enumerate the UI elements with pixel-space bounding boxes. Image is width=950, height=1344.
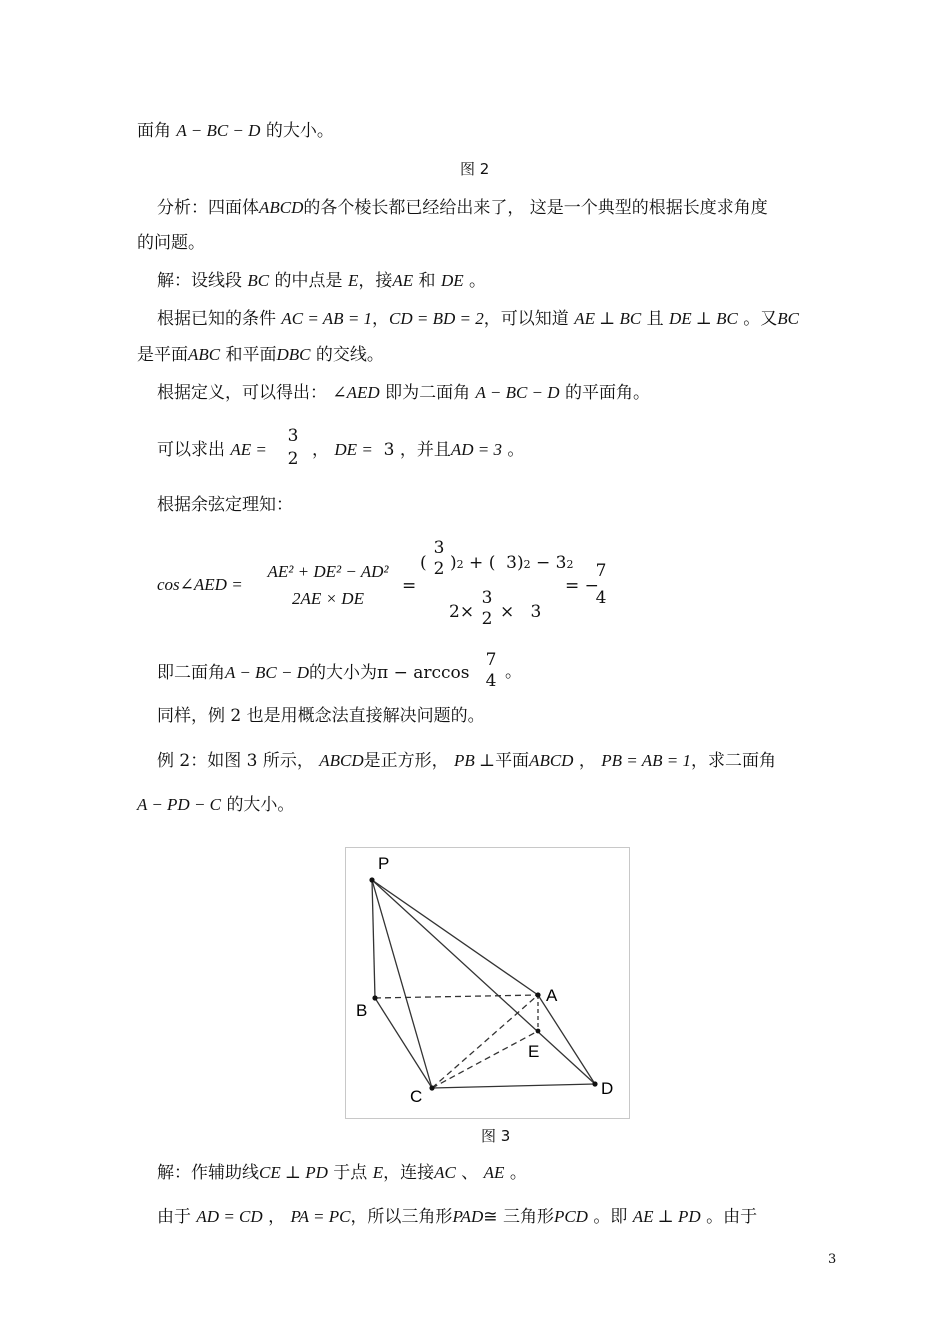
vertex-C bbox=[429, 1085, 434, 1090]
numerator-inner-fraction: 3 2 bbox=[433, 538, 445, 579]
edge-PC bbox=[372, 880, 432, 1088]
edge-BC bbox=[375, 998, 432, 1088]
example-2-line-2: A − PD − C 的大小。 bbox=[137, 795, 295, 815]
example-2-line-1: 例 2：如图 3 所示， ABCD是正方形， PB ⊥平面ABCD ， PB = AB = 1，求二面角 bbox=[157, 751, 776, 771]
equals-3: = − bbox=[565, 576, 599, 596]
conclusion-fraction: 7 4 bbox=[485, 650, 497, 691]
analysis-line-2: 的问题。 bbox=[137, 233, 205, 253]
pyramid-diagram bbox=[346, 848, 629, 1118]
figure-3-caption: 图 3 bbox=[481, 1127, 511, 1145]
same-method-line: 同样，例 2 也是用概念法直接解决问题的。 bbox=[157, 706, 485, 726]
edge-PD bbox=[372, 880, 595, 1084]
vertex-E bbox=[536, 1029, 541, 1034]
figure-2-caption: 图 2 bbox=[460, 160, 490, 178]
law-of-cosines-intro: 根据余弦定理知： bbox=[157, 495, 293, 515]
analysis-line-1: 分析：四面体ABCD的各个棱长都已经给出来了， 这是一个典型的根据长度求角度 bbox=[157, 198, 768, 218]
text-line: 面角 A − BC − D 的大小。 bbox=[137, 121, 334, 141]
edge-PB bbox=[372, 880, 375, 998]
page-number: 3 bbox=[828, 1252, 837, 1267]
cos-fraction-1: AE² + DE² − AD² 2AE × DE bbox=[267, 562, 389, 608]
vertex-P bbox=[369, 877, 374, 882]
label-E: E bbox=[528, 1042, 540, 1061]
cos-fraction-2-denominator: 2× bbox=[449, 602, 475, 622]
solution-line: 解：设线段 BC 的中点是 E，接AE 和 DE 。 bbox=[157, 271, 487, 291]
edge-CD bbox=[432, 1084, 595, 1088]
edge-CA-dashed bbox=[432, 995, 538, 1088]
last-line: 由于 AD = CD ， PA = PC，所以三角形PAD≅ 三角形PCD 。即 AE ⊥ PD 。由于 bbox=[157, 1207, 758, 1227]
label-A: A bbox=[546, 986, 558, 1005]
label-B: B bbox=[356, 1001, 368, 1020]
edge-BA-dashed bbox=[375, 995, 538, 998]
vertex-B bbox=[372, 995, 377, 1000]
label-C: C bbox=[410, 1087, 423, 1106]
label-D: D bbox=[601, 1079, 614, 1098]
vertex-A bbox=[535, 992, 540, 997]
label-P: P bbox=[378, 854, 390, 873]
edge-CE-dashed bbox=[432, 1031, 538, 1088]
find-line-right: ， DE = 3 ，并且AD = 3 。 bbox=[312, 440, 525, 460]
result-fraction: 7 4 bbox=[595, 561, 607, 608]
numerator-rest: )2 + ( 3)2 − 32 bbox=[450, 553, 574, 573]
find-line-left: 可以求出 AE = bbox=[157, 440, 267, 460]
conclusion-end: 。 bbox=[505, 662, 522, 682]
solution-2-line: 解：作辅助线CE ⊥ PD 于点 E，连接AC 、 AE 。 bbox=[157, 1163, 527, 1183]
definition-line: 根据定义，可以得出： ∠AED 即为二面角 A − BC − D 的平面角。 bbox=[157, 383, 650, 403]
edge-PA bbox=[372, 880, 538, 995]
cos-lhs: cos∠AED = bbox=[157, 575, 243, 594]
denominator-rest: × 3 bbox=[500, 602, 542, 622]
condition-line-2: 是平面ABC 和平面DBC 的交线。 bbox=[137, 345, 384, 365]
equals-2: = bbox=[402, 576, 417, 596]
conclusion-line: 即二面角A − BC − D的大小为π − arccos bbox=[157, 663, 470, 683]
vertex-D bbox=[592, 1081, 597, 1086]
condition-line-1: 根据已知的条件 AC = AB = 1，CD = BD = 2，可以知道 AE ⊥ BC 且 DE ⊥ BC 。又BC bbox=[157, 309, 799, 329]
figure-3 bbox=[345, 847, 630, 1119]
fraction-sqrt3-over-2: 3 2 bbox=[287, 426, 299, 469]
denominator-inner-fraction: 3 2 bbox=[481, 588, 493, 629]
cos-fraction-2-numerator: ( bbox=[420, 553, 427, 573]
